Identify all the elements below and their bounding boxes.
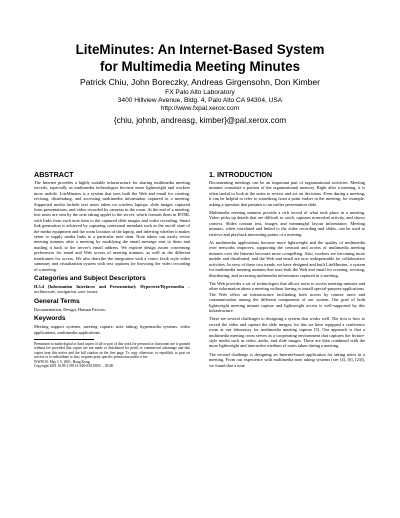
conference-info: WWW10, May 1-5, 2001, Hong Kong. [34, 359, 91, 364]
intro-paragraph-2: Multimedia meeting minutes provide a rich record of what took place in a meeting. Video picks up details that are difficult to catch, captures nonverbal activity, and shows context. Slides contain text, images and meaningful layout information. Meeting minutes, when correlated and linked to the video recording and slides, can be used to retrieve and playback interesting points of a meeting. [209, 210, 365, 237]
keywords-heading: Keywords [34, 315, 66, 323]
intro-paragraph-6: The second challenge is designing an Internet-based application for taking notes in a meeting. From our experience with multimedia note taking systems (see [4], [6], [23]), we found that a note [209, 351, 365, 368]
categories-heading: Categories and Subject Descriptors [34, 274, 146, 282]
copyright-notice: Copyright 2001 ACM 1-58113-348-0/01/0005 …$5.00. [34, 363, 115, 368]
intro-paragraph-5: There are several challenges to designing a system that works well. The first is how to record the video and capture the slide images; for this we have equipped a conference room at our laboratory for multimedia meeting capture [5]. Our approach is that a multimedia meeting room serves as a cooperating environment that captures the lecture-style media such as video, audio, and slide images. These are then combined with the more lightweight and interactive medium of notes taken during a meeting. [209, 316, 365, 349]
footnote-divider [34, 339, 94, 340]
categories-descriptor: [Information Interfaces and Presentation]: Hypertext/Hypermedia [47, 283, 184, 289]
intro-paragraph-4: The Web provides a set of technologies that allows users to access meeting minutes and other information about a meeting without having to install special-purpose applications. The Web offers an infrastructure facilitating both access by remote users and communication among the different components of our system. Our goal of both lightweight meeting minute capture and lightweight access is well-supported by this infrastructure. [209, 280, 365, 313]
categories-subject: – architecture, navigation, user issues. [34, 283, 190, 295]
paper-title-line1: LiteMinutes: An Internet-Based System [75, 42, 325, 57]
abstract-text: The Internet provides a highly suitable infrastructure for sharing multimedia meeting records, especially as multimedia technologies become more lightweight and workers more mobile. LiteMinutes is a system that uses both the Web and email for creating, revising, distributing, and accessing multimedia information captured in a meeting. Supported media include text notes taken on wireless laptops, slide images captured from presentations, and video recorded by cameras in the room. At the end of a meeting, text notes are sent by the note taking applet to the server, which formats them in HTML with links from each note item to the captured slide images and video recording. Smart link generation is achieved by capturing contextual metadata such as the on/off state of the media equipment and the room location of the laptop, and inferring whether it makes sense to supply media links to a particular note item. Note takers can easily revise meeting minutes after a meeting by modifying the email message sent to them and mailing it back to the server's email address. We explore design issues concerning preferences for email and Web access of meeting minutes, as well as the different timeframes for access. We also describe the integration with a comic book style video summary and visualization system with text captions for browsing the video recording of a meeting. [34, 180, 190, 272]
introduction-heading: 1. INTRODUCTION [209, 170, 273, 179]
categories-code: H.5.4 [34, 283, 45, 289]
categories-text [34, 284, 190, 295]
paper-title-line2: for Multimedia Meeting Minutes [99, 59, 301, 74]
permission-notice: Permission to make digital or hard copies of all or part of this work for personal or classroom use is granted without fee provided that copies are not made or distributed for profit or commercial advantage and that copies bear this notice and the full citation on the first page. To copy otherwise, or republish, to post on servers or to redistribute to lists, requires prior specific permission and/or a fee. [34, 341, 190, 360]
intro-paragraph-3: As multimedia applications become more lightweight and the quality of multimedia over networks improves, supporting the creation and access of multimedia meeting minutes over the Internet becomes more compelling. Also, workers are becoming more mobile and distributed, and the Web and email are now indispensable for collaborative activities. In view of these two trends, we have designed and built LiteMinutes, a system for multimedia meeting minutes that uses both the Web and email for creating, revising, distributing, and accessing multimedia information captured in a meeting. [209, 240, 365, 278]
intro-paragraph-1: Documenting meetings can be an important part of organizational activities. Meeting minutes constitute a portion of the organizational memory. Right after a meeting, it is often useful to look at the notes to review and act on decisions. Even during a meeting, it can be helpful to refer to something from a point earlier in the meeting; for example, asking a question that pertains to an earlier presentation slide. [209, 180, 365, 207]
abstract-heading: ABSTRACT [34, 170, 74, 179]
author-list: Patrick Chiu, John Boreczky, Andreas Girgensohn, Don Kimber [79, 77, 321, 87]
lab-url: http://www.fxpal.xerox.com [160, 105, 240, 112]
keywords-text: Meeting support systems, meeting capture, note taking, hypermedia systems, video applications, multimedia applications. [34, 324, 190, 335]
affiliation: FX Palo Alto Laboratory [165, 89, 235, 96]
right-column [209, 170, 365, 371]
author-emails: {chiu, johnb, andreasg, kimber}@pal.xerox.com [113, 116, 287, 125]
address: 3400 Hillview Avenue, Bldg. 4, Palo Alto CA 94304, USA [117, 97, 283, 104]
left-column [34, 170, 190, 368]
general-terms-heading: General Terms [34, 297, 80, 305]
general-terms-text: Documentation, Design, Human Factors. [34, 306, 106, 312]
